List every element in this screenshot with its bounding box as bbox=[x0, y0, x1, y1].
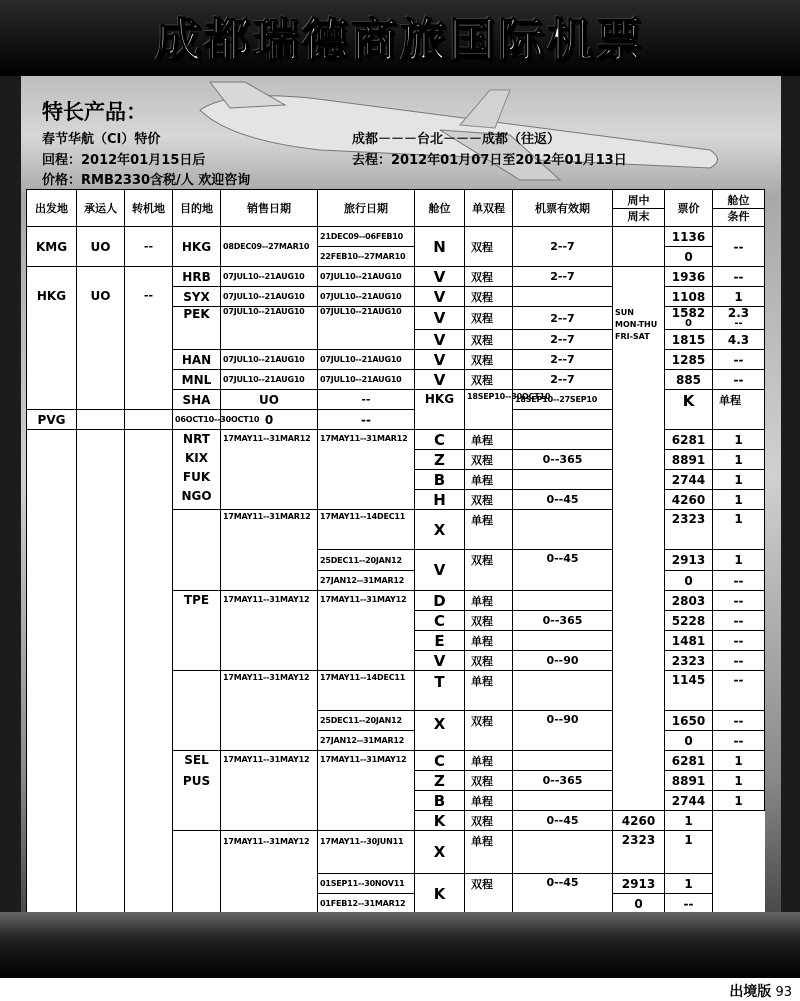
promo-outbound-date: 去程：2012年01月07日至2012年01月13日 bbox=[352, 153, 627, 168]
weekday-mon-thu: MON-THU bbox=[615, 320, 658, 329]
class-cell: V bbox=[415, 651, 465, 671]
fare-cell: 0 bbox=[665, 571, 713, 591]
cond-cell: -- bbox=[713, 350, 765, 370]
col-travel-date: 旅行日期 bbox=[318, 190, 415, 227]
fare-cell: 0 bbox=[613, 894, 665, 914]
col-sale-date: 销售日期 bbox=[221, 190, 318, 227]
cond-cell: 1 bbox=[713, 771, 765, 791]
fare-cell: 2913 bbox=[613, 874, 665, 894]
dest-cell: TPE bbox=[173, 591, 221, 671]
fare-cell: 2323 bbox=[665, 651, 713, 671]
trip-cell: 双程 bbox=[465, 490, 513, 510]
cond-cell: -- bbox=[713, 631, 765, 651]
class-cell: V bbox=[415, 267, 465, 287]
col-origin: 出发地 bbox=[27, 190, 77, 227]
cond-cell: 2.3 -- bbox=[713, 307, 765, 330]
promo-price: 价格：RMB2330含税/人 欢迎咨询 bbox=[42, 173, 251, 188]
cond-cell: -- bbox=[713, 227, 765, 267]
fare-cell: 6281 bbox=[665, 751, 713, 771]
travel-cell: 27JAN12--31MAR12 bbox=[318, 571, 415, 591]
validity-cell: 0--45 bbox=[513, 550, 613, 591]
dest-cell: HKG bbox=[415, 390, 465, 430]
promo-route: 成都－－－台北－－－成都（往返） bbox=[352, 132, 561, 147]
travel-cell: 17MAY11--31MAR12 bbox=[318, 430, 415, 510]
promo-offer: 春节华航（CI）特价 bbox=[42, 132, 161, 147]
fare-cell: 8891 bbox=[665, 450, 713, 470]
fare-cell: 1582 0 bbox=[665, 307, 713, 330]
trip-cell: 双程 bbox=[465, 711, 513, 751]
travel-cell: 22FEB10--27MAR10 bbox=[318, 247, 415, 267]
validity-cell: 0--45 bbox=[513, 490, 613, 510]
trip-cell: 单程 bbox=[465, 631, 513, 651]
weekday-cell bbox=[613, 267, 665, 811]
fare-cell: 0 bbox=[665, 247, 713, 267]
origin-cell: KMG bbox=[27, 227, 77, 267]
fare-cell: 4260 bbox=[665, 490, 713, 510]
table-header bbox=[27, 190, 765, 227]
trip-cell: 单程 bbox=[465, 510, 513, 550]
class-cell: E bbox=[415, 631, 465, 651]
validity-cell bbox=[513, 751, 613, 771]
fare-cell: 8891 bbox=[665, 771, 713, 791]
col-destination: 目的地 bbox=[173, 190, 221, 227]
validity-cell: 0--365 bbox=[513, 450, 613, 470]
validity-cell: 2--7 bbox=[513, 330, 613, 350]
trip-cell: 单程 bbox=[465, 831, 513, 874]
fare-cell: 1285 bbox=[665, 350, 713, 370]
travel-cell: 21DEC09--06FEB10 bbox=[318, 227, 415, 247]
travel-cell: 07JUL10--21AUG10 bbox=[318, 370, 415, 390]
class-cell: B bbox=[415, 791, 465, 811]
class-cell: T bbox=[415, 671, 465, 711]
trip-cell: 双程 bbox=[465, 267, 513, 287]
travel-cell: 27JAN12--31MAR12 bbox=[318, 731, 415, 751]
travel-cell: 17MAY11--14DEC11 bbox=[318, 510, 415, 550]
fare-cell: 0 bbox=[221, 410, 318, 430]
travel-cell: 07JUL10--21AUG10 bbox=[318, 307, 415, 350]
trip-cell: 单程 bbox=[465, 751, 513, 771]
cond-cell: -- bbox=[713, 267, 765, 287]
travel-cell: 25DEC11--20JAN12 bbox=[318, 550, 415, 571]
travel-cell: 25DEC11--20JAN12 bbox=[318, 711, 415, 731]
sale-cell: 17MAY11--31MAY12 bbox=[221, 831, 318, 914]
class-cell: V bbox=[415, 550, 465, 591]
class-cell: X bbox=[415, 831, 465, 874]
cond-cell: 1 bbox=[665, 874, 713, 894]
col-class: 舱位 bbox=[415, 190, 465, 227]
footer-wave bbox=[0, 912, 800, 978]
travel-cell: 07JUL10--21AUG10 bbox=[318, 267, 415, 287]
travel-cell: 01SEP11--30NOV11 bbox=[318, 874, 415, 894]
dest-cell: HRB bbox=[173, 267, 221, 287]
class-cell: V bbox=[415, 370, 465, 390]
title-banner bbox=[0, 0, 800, 76]
cond-cell: 4.3 bbox=[713, 330, 765, 350]
sale-cell: 17MAY11--31MAY12 bbox=[221, 671, 318, 751]
trip-cell: 单程 bbox=[465, 791, 513, 811]
dest-cell: SYX bbox=[173, 287, 221, 307]
dest-cell: SEL PUS bbox=[173, 751, 221, 831]
validity-cell: 2--7 bbox=[513, 370, 613, 390]
class-cell: H bbox=[415, 490, 465, 510]
col-carrier: 承运人 bbox=[77, 190, 125, 227]
fare-cell: 5228 bbox=[665, 611, 713, 631]
fare-cell: 2323 bbox=[613, 831, 665, 874]
page-number: 出境版 93 bbox=[729, 984, 792, 1000]
trip-cell: 双程 bbox=[465, 651, 513, 671]
class-cell: C bbox=[415, 611, 465, 631]
table-row bbox=[27, 267, 765, 287]
weekday-fri-sat: FRI-SAT bbox=[615, 332, 650, 341]
travel-cell: 07JUL10--21AUG10 bbox=[318, 350, 415, 370]
cond-cell: 1 bbox=[713, 287, 765, 307]
origin-cell: SHA bbox=[173, 390, 221, 410]
validity-cell bbox=[513, 430, 613, 450]
transfer-cell bbox=[125, 410, 173, 430]
fare-cell: 1136 bbox=[665, 227, 713, 247]
travel-cell: 01FEB12--31MAR12 bbox=[318, 894, 415, 914]
dest-cell: HAN bbox=[173, 350, 221, 370]
transfer-cell bbox=[125, 430, 173, 914]
cond-cell: 1 bbox=[713, 430, 765, 450]
travel-cell: 07JUL10--21AUG10 bbox=[318, 287, 415, 307]
carrier-cell: UO bbox=[77, 267, 125, 410]
origin-cell: PVG bbox=[27, 410, 77, 430]
cond-cell: 1 bbox=[713, 450, 765, 470]
cond-cell: -- bbox=[713, 611, 765, 631]
cond-cell: 1 bbox=[665, 811, 713, 831]
promo-heading: 特长产品： bbox=[42, 100, 147, 124]
dest-cell bbox=[173, 510, 221, 591]
validity-cell bbox=[513, 287, 613, 307]
cond-cell: -- bbox=[318, 410, 415, 430]
validity-cell: 2--7 bbox=[513, 307, 613, 330]
dest-cell: NRT KIX FUK NGO bbox=[173, 430, 221, 510]
class-cell: Z bbox=[415, 771, 465, 791]
cond-cell: 1 bbox=[713, 510, 765, 550]
sale-cell: 08DEC09--27MAR10 bbox=[221, 227, 318, 267]
sale-cell: 07JUL10--21AUG10 bbox=[221, 350, 318, 370]
sale-cell: 07JUL10--21AUG10 bbox=[221, 370, 318, 390]
class-cell: C bbox=[415, 430, 465, 450]
travel-cell: 17MAY11--30JUN11 bbox=[318, 831, 415, 874]
cond-cell: 1 bbox=[713, 490, 765, 510]
carrier-cell bbox=[77, 410, 125, 430]
cond-cell: 1 bbox=[713, 751, 765, 771]
dest-cell: HKG bbox=[173, 227, 221, 267]
sale-cell: 07JUL10--21AUG10 bbox=[221, 287, 318, 307]
trip-cell: 双程 bbox=[465, 330, 513, 350]
class-cell: V bbox=[415, 287, 465, 307]
carrier-cell: UO bbox=[221, 390, 318, 410]
trip-cell: 双程 bbox=[465, 227, 513, 267]
trip-cell: 双程 bbox=[465, 550, 513, 591]
trip-cell: 双程 bbox=[465, 450, 513, 470]
trip-cell: 双程 bbox=[465, 370, 513, 390]
trip-cell: 单程 bbox=[465, 430, 513, 450]
fare-cell: 2744 bbox=[665, 470, 713, 490]
validity-cell: 0--90 bbox=[513, 711, 613, 751]
fare-cell: 2323 bbox=[665, 510, 713, 550]
promo-return-date: 回程：2012年01月15日后 bbox=[42, 153, 206, 168]
trip-cell: 双程 bbox=[465, 811, 513, 831]
transfer-cell: -- bbox=[125, 227, 173, 267]
cond-cell: 1 bbox=[713, 791, 765, 811]
trip-cell: 双程 bbox=[465, 611, 513, 631]
trip-cell: 双程 bbox=[465, 350, 513, 370]
sale-cell: 17MAY11--31MAR12 bbox=[221, 510, 318, 591]
transfer-cell: -- bbox=[125, 267, 173, 410]
validity-cell bbox=[513, 470, 613, 490]
class-cell: B bbox=[415, 470, 465, 490]
fare-cell: 1108 bbox=[665, 287, 713, 307]
travel-cell: 06OCT10--30OCT10 bbox=[173, 410, 221, 430]
cond-cell: -- bbox=[713, 370, 765, 390]
validity-cell bbox=[513, 631, 613, 651]
cond-cell: -- bbox=[713, 711, 765, 731]
travel-cell: 17MAY11--31MAY12 bbox=[318, 751, 415, 831]
fare-cell: 6281 bbox=[665, 430, 713, 450]
cond-cell: 1 bbox=[713, 470, 765, 490]
cond-cell: -- bbox=[713, 571, 765, 591]
trip-cell: 单程 bbox=[465, 470, 513, 490]
fare-table bbox=[26, 189, 765, 914]
class-cell: V bbox=[415, 330, 465, 350]
sale-cell: 07JUL10--21AUG10 bbox=[221, 267, 318, 287]
cond-cell: -- bbox=[713, 651, 765, 671]
trip-cell: 双程 bbox=[465, 307, 513, 330]
dest-cell: PEK bbox=[173, 307, 221, 350]
col-validity: 机票有效期 bbox=[513, 190, 613, 227]
validity-cell: 0--45 bbox=[513, 811, 613, 831]
validity-cell: 0--90 bbox=[513, 651, 613, 671]
col-weekday: 周中 周末 bbox=[613, 190, 665, 227]
cond-cell: -- bbox=[713, 731, 765, 751]
class-cell: C bbox=[415, 751, 465, 771]
fare-cell: 1145 bbox=[665, 671, 713, 711]
col-trip-type: 单双程 bbox=[465, 190, 513, 227]
trip-cell: 双程 bbox=[465, 874, 513, 914]
validity-cell bbox=[513, 671, 613, 711]
class-cell: N bbox=[415, 227, 465, 267]
validity-cell: 0--365 bbox=[513, 611, 613, 631]
sale-cell: 18SEP10--30OCT10 bbox=[465, 390, 513, 430]
trip-cell: 双程 bbox=[465, 771, 513, 791]
weekday-cell bbox=[613, 227, 665, 267]
validity-cell: 2--7 bbox=[513, 350, 613, 370]
trip-cell: 双程 bbox=[465, 287, 513, 307]
weekday-sun: SUN bbox=[615, 308, 634, 317]
travel-cell: 17MAY11--14DEC11 bbox=[318, 671, 415, 711]
validity-cell bbox=[513, 591, 613, 611]
col-fare: 票价 bbox=[665, 190, 713, 227]
validity-cell bbox=[513, 510, 613, 550]
class-cell: V bbox=[415, 307, 465, 330]
class-cell: K bbox=[415, 811, 465, 831]
origin-cell bbox=[27, 430, 77, 914]
transfer-cell: -- bbox=[318, 390, 415, 410]
class-cell: X bbox=[415, 510, 465, 550]
fare-cell: 2913 bbox=[665, 550, 713, 571]
col-conditions: 舱位 条件 bbox=[713, 190, 765, 227]
fare-cell: 885 bbox=[665, 370, 713, 390]
sale-cell: 17MAY11--31MAY12 bbox=[221, 591, 318, 671]
class-cell: V bbox=[415, 350, 465, 370]
travel-cell: 18SEP10--27SEP10 bbox=[513, 390, 613, 410]
class-cell: K bbox=[665, 390, 713, 430]
page-title: 成都瑞德商旅国际机票 bbox=[155, 13, 645, 67]
sale-cell: 07JUL10--21AUG10 bbox=[221, 307, 318, 350]
class-cell: X bbox=[415, 711, 465, 751]
trip-cell: 单程 bbox=[465, 671, 513, 711]
validity-cell: 0--45 bbox=[513, 874, 613, 914]
class-cell: K bbox=[415, 874, 465, 914]
origin-cell: HKG bbox=[27, 267, 77, 410]
col-transfer: 转机地 bbox=[125, 190, 173, 227]
validity-cell bbox=[513, 791, 613, 811]
cond-cell: -- bbox=[713, 591, 765, 611]
fare-cell: 1815 bbox=[665, 330, 713, 350]
sale-cell: 17MAY11--31MAY12 bbox=[221, 751, 318, 831]
validity-cell: 2--7 bbox=[513, 227, 613, 267]
trip-cell: 单程 bbox=[713, 390, 765, 430]
dest-cell: MNL bbox=[173, 370, 221, 390]
carrier-cell: UO bbox=[77, 227, 125, 267]
cond-cell: 1 bbox=[713, 550, 765, 571]
travel-cell: 17MAY11--31MAY12 bbox=[318, 591, 415, 671]
cond-cell: 1 bbox=[665, 831, 713, 874]
fare-cell: 1481 bbox=[665, 631, 713, 651]
dest-cell bbox=[173, 671, 221, 751]
sale-cell: 17MAY11--31MAR12 bbox=[221, 430, 318, 510]
validity-cell bbox=[513, 831, 613, 874]
carrier-cell bbox=[77, 430, 125, 914]
trip-cell: 单程 bbox=[465, 591, 513, 611]
cond-cell: -- bbox=[713, 671, 765, 711]
table-row bbox=[27, 227, 765, 247]
fare-cell: 2744 bbox=[665, 791, 713, 811]
fare-cell: 0 bbox=[665, 731, 713, 751]
validity-cell: 0--365 bbox=[513, 771, 613, 791]
class-cell: D bbox=[415, 591, 465, 611]
fare-cell: 1936 bbox=[665, 267, 713, 287]
fare-cell: 4260 bbox=[613, 811, 665, 831]
dest-cell bbox=[173, 831, 221, 914]
fare-cell: 2803 bbox=[665, 591, 713, 611]
validity-cell: 2--7 bbox=[513, 267, 613, 287]
cond-cell: -- bbox=[665, 894, 713, 914]
fare-cell: 1650 bbox=[665, 711, 713, 731]
class-cell: Z bbox=[415, 450, 465, 470]
